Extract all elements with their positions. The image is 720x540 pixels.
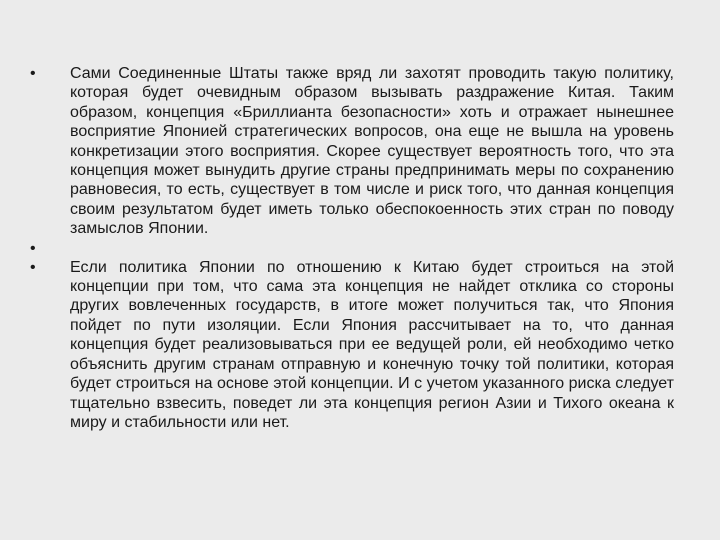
bullet-list [30, 64, 674, 432]
bullet-marker-icon: • [30, 65, 36, 82]
bullet-item-3 [30, 258, 674, 433]
bullet-marker-icon: • [30, 258, 36, 276]
bullet-marker-icon: • [30, 239, 36, 257]
bullet-text-1: Сами Соединенные Штаты также вряд ли захотят проводить такую политику, которая будет очевидным образом вызывать раздражение Китая. Таким образом, концепция «Бриллианта безопасности» хоть и отражает нынешнее восприятие Японией стратегических вопросов, она еще не вышла на уровень конкретизации этого восприятия. Скорее существует вероятность того, что эта концепция может вынудить другие страны предпринимать меры по сохранению равновесия, то есть, существует в том числе и риск того, что данная концепция своим результатом будет иметь только обеспокоенность этих стран по поводу замыслов Японии. [70, 65, 674, 238]
bullet-text-3: Если политика Японии по отношению к Китаю будет строиться на этой концепции при том, что сама эта концепция не найдет отклика со стороны других вовлеченных государств, в итоге может получиться так, что Япония пойдет по пути изоляции. Если Япония рассчитывает на то, что данная концепция будет реализовываться при ее ведущей роли, ей необходимо четко объяснить другим странам отправную и конечную точку той политики, которая будет строиться на основе этой концепции. И с учетом указанного риска следует тщательно взвесить, поведет ли эта концепция регион Азии и Тихого океана к миру и стабильности или нет. [70, 258, 674, 431]
bullet-item-1 [30, 64, 674, 239]
bullet-item-2 [30, 239, 674, 258]
